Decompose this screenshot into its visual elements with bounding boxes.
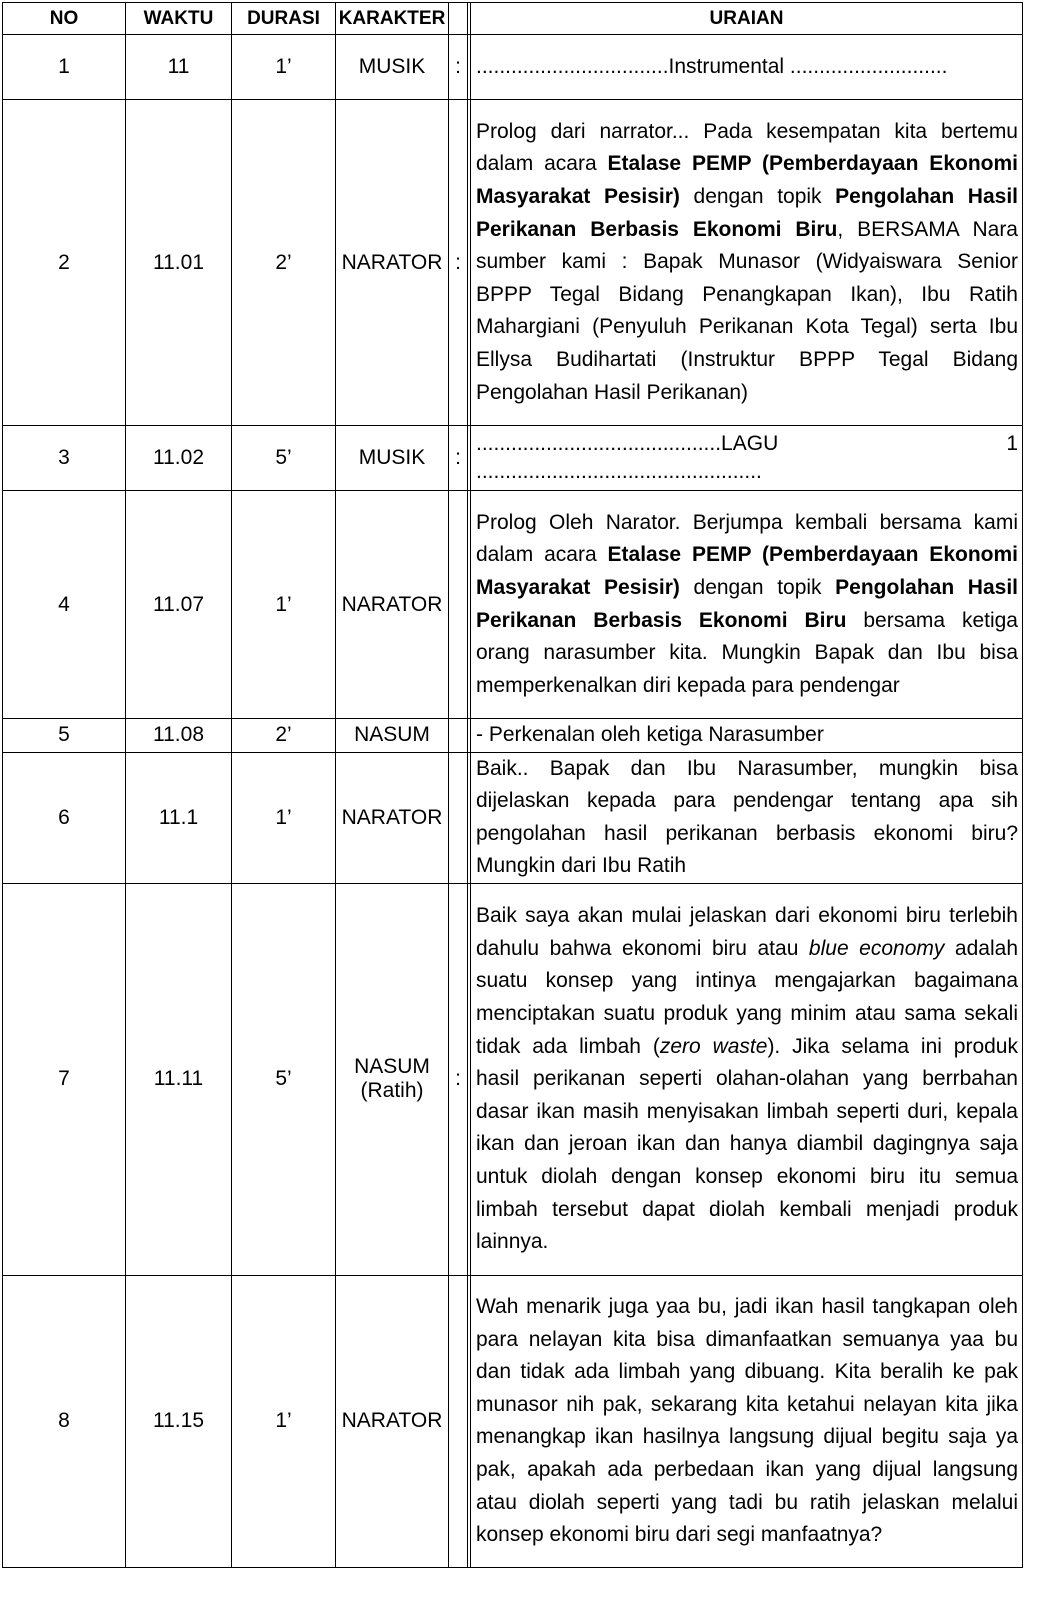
cell-colon: : — [449, 883, 468, 1275]
cell-no: 6 — [3, 752, 126, 883]
cell-uraian: .................................Instrumental ........................... — [471, 35, 1023, 100]
table-row — [3, 100, 1023, 426]
uraian-text: , BERSAMA Nara sumber kami : Bapak Munasor (Widyaiswara Senior BPPP Tegal Bidang Penangkapan Ikan), Ibu Ratih Mahargiani (Penyuluh Perikanan Kota Tegal) serta Ibu Ellysa Budihartati (Instruktur BPPP Tegal Bidang Pengolahan Hasil Perikanan) — [476, 217, 1018, 404]
cell-waktu: 11.07 — [126, 491, 232, 719]
uraian-bold-topic: Pengolahan Hasil Perikanan Berbasis Ekonomi Biru — [476, 185, 1018, 241]
cell-karakter-person: (Ratih) — [360, 1079, 424, 1103]
header-colon-spacer — [449, 3, 468, 35]
uraian-lagu-dots: ................................................. — [476, 460, 762, 483]
cell-waktu: 11.01 — [126, 100, 232, 426]
broadcast-script-table — [2, 2, 1023, 1568]
cell-waktu: 11.11 — [126, 883, 232, 1275]
script-document — [2, 2, 1022, 1568]
table-row — [3, 426, 1023, 491]
uraian-italic-term: blue economy — [808, 936, 945, 960]
cell-no: 3 — [3, 426, 126, 491]
uraian-lagu-line — [476, 430, 1018, 458]
cell-colon: : — [449, 426, 468, 491]
cell-uraian — [471, 100, 1023, 426]
uraian-text: bersama ketiga orang narasumber kita. Mungkin Bapak dan Ibu bisa memperkenalkan diri kepada para pendengar — [476, 608, 1018, 697]
cell-uraian — [471, 491, 1023, 719]
cell-colon — [449, 491, 468, 719]
table-row — [3, 719, 1023, 753]
cell-durasi: 1’ — [232, 491, 336, 719]
cell-no: 5 — [3, 719, 126, 753]
uraian-lagu-label: ..........................................LAGU — [476, 432, 779, 455]
header-uraian: URAIAN — [471, 3, 1023, 35]
cell-karakter: MUSIK — [336, 426, 449, 491]
cell-karakter: NARATOR — [336, 100, 449, 426]
uraian-text: Prolog Oleh Narator. Berjumpa kembali bersama kami dalam acara — [476, 510, 1018, 567]
cell-durasi: 1’ — [232, 35, 336, 100]
header-durasi: DURASI — [232, 3, 336, 35]
cell-durasi: 5’ — [232, 426, 336, 491]
cell-uraian — [471, 883, 1023, 1275]
cell-durasi: 1’ — [232, 752, 336, 883]
cell-colon — [449, 1275, 468, 1567]
cell-no: 7 — [3, 883, 126, 1275]
cell-durasi: 2’ — [232, 719, 336, 753]
header-waktu: WAKTU — [126, 3, 232, 35]
cell-colon: : — [449, 100, 468, 426]
cell-colon — [449, 719, 468, 753]
uraian-bold-program: Etalase PEMP (Pemberdayaan Ekonomi Masyarakat Pesisir) — [476, 152, 1018, 209]
cell-karakter: MUSIK — [336, 35, 449, 100]
uraian-text: Baik saya akan mulai jelaskan dari ekonomi biru terlebih dahulu bahwa ekonomi biru atau — [476, 904, 1018, 960]
uraian-text: dengan topik — [679, 575, 836, 599]
table-row — [3, 491, 1023, 719]
cell-uraian: - Perkenalan oleh ketiga Narasumber — [471, 719, 1023, 753]
uraian-lagu-number: 1 — [1006, 432, 1018, 455]
cell-karakter-role: NASUM — [354, 1055, 430, 1079]
table-row — [3, 1275, 1023, 1567]
cell-colon: : — [449, 35, 468, 100]
cell-no: 8 — [3, 1275, 126, 1567]
cell-karakter: NARATOR — [336, 491, 449, 719]
uraian-text: ). Jika selama ini produk hasil perikanan seperti olahan-olahan yang berrbahan dasar ikan masih menyisakan limbah seperti duri, kepala ikan dan jeroan ikan dan hanya diambil dagingnya saja untuk diolah dengan konsep ekonomi biru itu semua limbah tersebut dapat diolah kembali menjadi produk lainnya. — [476, 1034, 1018, 1254]
cell-karakter: NARATOR — [336, 1275, 449, 1567]
uraian-text: adalah suatu konsep yang intinya mengajarkan bagaimana menciptakan suatu produk yang minim atau sama sekali tidak ada limbah ( — [476, 936, 1018, 1058]
cell-uraian: Baik.. Bapak dan Ibu Narasumber, mungkin bisa dijelaskan kepada para pendengar tentang apa sih pengolahan hasil perikanan berbasis ekonomi biru? Mungkin dari Ibu Ratih — [471, 752, 1023, 883]
cell-no: 4 — [3, 491, 126, 719]
table-row — [3, 752, 1023, 883]
header-row — [3, 3, 1023, 35]
uraian-italic-term: zero waste — [659, 1034, 768, 1058]
header-no: NO — [3, 3, 126, 35]
cell-colon — [449, 752, 468, 883]
cell-durasi: 1’ — [232, 1275, 336, 1567]
header-karakter: KARAKTER — [336, 3, 449, 35]
cell-no: 1 — [3, 35, 126, 100]
table-row — [3, 35, 1023, 100]
uraian-bold-program: Etalase PEMP (Pemberdayaan Ekonomi Masyarakat Pesisir) — [476, 543, 1018, 599]
uraian-text: dengan topik — [679, 185, 836, 209]
cell-karakter: NASUM — [336, 719, 449, 753]
cell-karakter — [336, 883, 449, 1275]
cell-durasi: 2’ — [232, 100, 336, 426]
cell-uraian: Wah menarik juga yaa bu, jadi ikan hasil tangkapan oleh para nelayan kita bisa dimanfaatkan semuanya yaa bu dan tidak ada limbah yang dibuang. Kita beralih ke pak munasor nih pak, sekarang kita ketahui nelayan kita jika menangkap ikan hasilnya langsung dijual begitu saja ya pak, apakah ada perbedaan ikan yang dijual langsung atau diolah seperti yang tadi bu ratih jelaskan melalui konsep ekonomi biru dari segi manfaatnya? — [471, 1275, 1023, 1567]
cell-uraian — [471, 426, 1023, 491]
table-row — [3, 883, 1023, 1275]
cell-no: 2 — [3, 100, 126, 426]
uraian-text: Prolog dari narrator... Pada kesempatan kita bertemu dalam acara — [476, 119, 1018, 176]
cell-waktu: 11.08 — [126, 719, 232, 753]
cell-durasi: 5’ — [232, 883, 336, 1275]
cell-karakter: NARATOR — [336, 752, 449, 883]
cell-waktu: 11.15 — [126, 1275, 232, 1567]
cell-waktu: 11 — [126, 35, 232, 100]
uraian-bold-topic: Pengolahan Hasil Perikanan Berbasis Ekonomi Biru — [476, 575, 1018, 632]
cell-waktu: 11.1 — [126, 752, 232, 883]
cell-waktu: 11.02 — [126, 426, 232, 491]
